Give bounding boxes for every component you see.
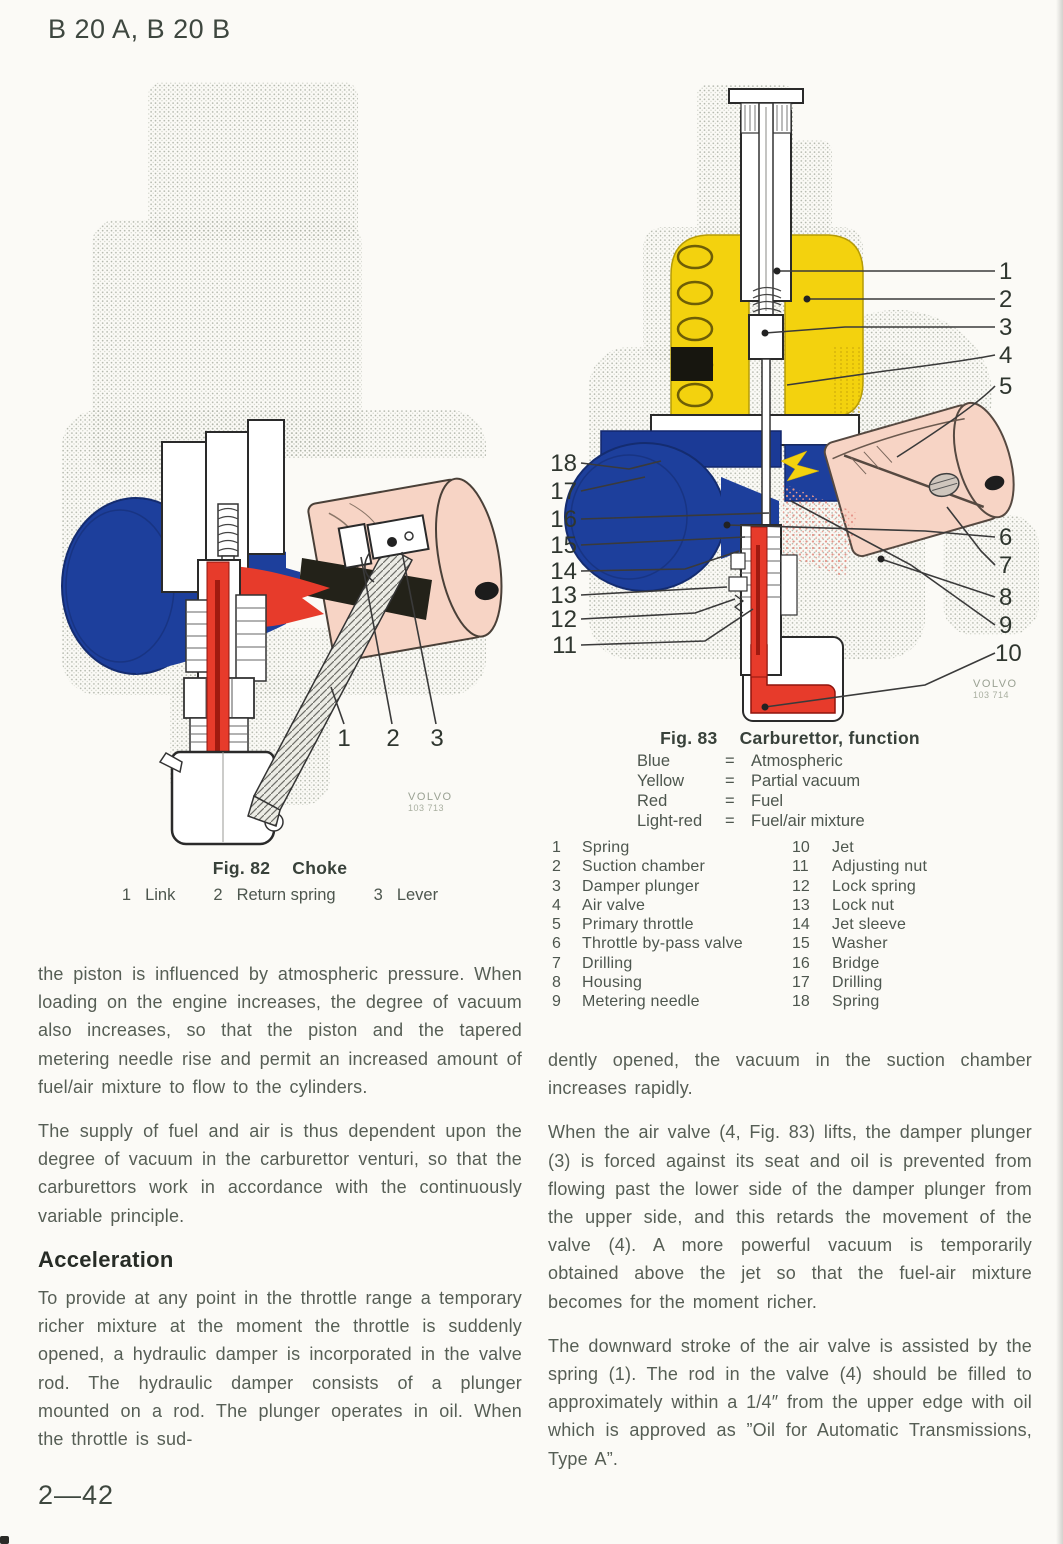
part-number: 5 — [552, 916, 561, 934]
part-label: Primary throttle — [582, 916, 694, 934]
fig83-caption-title: Carburettor, function — [739, 728, 920, 748]
fig83-callout-1: 1 — [999, 258, 1013, 285]
fig82-legend-item — [213, 886, 335, 905]
parts-column-right — [792, 838, 1030, 1012]
legend-label: Lever — [396, 886, 439, 904]
legend-label: Link — [145, 886, 176, 904]
fig82-caption-title: Choke — [292, 858, 348, 878]
fig83-callout-7: 7 — [999, 552, 1013, 579]
part-number: 12 — [792, 877, 810, 895]
part-number: 17 — [792, 974, 810, 992]
part-row — [552, 934, 792, 953]
fig83-parts-list — [552, 838, 1030, 1012]
fig82-legend-item — [374, 886, 438, 905]
fig82-legend — [40, 886, 520, 905]
fig83-callout-18: 18 — [550, 450, 577, 477]
equals-sign: = — [725, 752, 735, 770]
part-row — [792, 915, 1030, 934]
part-label: Lock nut — [832, 896, 895, 914]
paragraph: The supply of fuel and air is thus dependent upon the degree of vacuum in the carburettor venturi, so that the carburettors work in accordance with the continuously variable principle. — [38, 1121, 522, 1226]
part-number: 2 — [552, 858, 561, 876]
fig83-color-legend — [637, 751, 865, 831]
part-label: Damper plunger — [582, 877, 700, 895]
part-row — [552, 896, 792, 915]
equals-sign: = — [725, 792, 735, 810]
part-row — [792, 973, 1030, 992]
part-number: 16 — [792, 954, 810, 972]
part-number: 15 — [792, 935, 810, 953]
fig82-credit-number: 103 713 — [408, 803, 445, 813]
paragraph: The downward stroke of the air valve is assisted by the spring (1). The rod in the valve (4) should be filled to approximately within a 1/4″ from the upper edge with oil which is approved as ”Oil for Automatic Transmissions, Type A”. — [548, 1335, 1032, 1469]
fig82-callout-3: 3 — [430, 725, 444, 752]
fig83-callout-14: 14 — [550, 558, 577, 585]
part-row — [792, 877, 1030, 896]
legend-number: 2 — [213, 886, 223, 904]
fig83-damper-plunger — [749, 315, 783, 359]
part-row — [552, 838, 792, 857]
part-row — [792, 857, 1030, 876]
fig83-callout-15: 15 — [550, 532, 577, 559]
part-number: 14 — [792, 916, 810, 934]
paragraph: When the air valve (4, Fig. 83) lifts, the damper plunger (3) is forced against its seat and oil is prevented from flowing past the lower side of the damper plunger from the upper side, and this retards the movement of the valve (4). A more powerful vacuum is temporarily obtained above the jet so that the fuel-air mixture becomes for the moment richer. — [548, 1122, 1032, 1312]
part-label: Air valve — [582, 896, 646, 914]
part-row — [792, 838, 1030, 857]
part-row — [552, 857, 792, 876]
part-number: 8 — [552, 974, 561, 992]
part-row — [552, 915, 792, 934]
fig83-credit-number: 103 714 — [973, 690, 1010, 700]
fig83-caption-label: Fig. 83 — [660, 728, 718, 748]
color-name: Light-red — [637, 812, 703, 830]
fig83-callout-2: 2 — [999, 286, 1013, 313]
section-heading-acceleration: Acceleration — [38, 1246, 174, 1272]
left-text-column — [38, 960, 522, 1469]
part-number: 1 — [552, 839, 561, 856]
fig83-callouts-left — [550, 450, 577, 659]
paragraph: To provide at any point in the throttle range a temporary richer mixture at the moment the throttle is suddenly opened, a hydraulic damper is incorporated in the valve rod. The hydraulic damper consists of a plunger mounted on a rod. The plunger operates in oil. When the throttle is sud- — [38, 1288, 522, 1450]
fig83-caption — [550, 728, 1030, 749]
fig83-callout-11: 11 — [552, 632, 577, 659]
fig82-callout-2: 2 — [386, 725, 400, 752]
part-label: Drilling — [582, 954, 633, 972]
part-row — [792, 934, 1030, 953]
part-row — [552, 973, 792, 992]
part-label: Jet sleeve — [832, 916, 907, 934]
right-text-column — [548, 1046, 1032, 1489]
color-meaning: Atmospheric — [751, 752, 843, 770]
fig83-callout-16: 16 — [550, 506, 577, 533]
part-row — [552, 954, 792, 973]
fig82-credit-brand: VOLVO — [408, 791, 453, 803]
fig83-carburettor-diagram — [545, 85, 1045, 733]
color-meaning: Fuel/air mixture — [751, 812, 865, 830]
part-row — [552, 877, 792, 896]
fig82-callout-1: 1 — [337, 725, 351, 752]
paragraph: dently opened, the vacuum in the suction chamber increases rapidly. — [548, 1050, 1032, 1099]
part-row — [552, 992, 792, 1011]
part-number: 3 — [552, 877, 561, 895]
color-meaning: Partial vacuum — [751, 772, 861, 790]
legend-number: 3 — [373, 886, 383, 904]
part-label: Spring — [832, 993, 880, 1011]
legend-number: 1 — [121, 886, 132, 904]
part-label: Bridge — [832, 954, 880, 972]
color-name: Yellow — [637, 772, 685, 790]
fig83-callout-6: 6 — [999, 524, 1013, 551]
fig82-choke-diagram — [40, 80, 520, 852]
color-name: Blue — [637, 752, 671, 770]
fig82-caption — [40, 858, 520, 879]
part-label: Jet — [832, 839, 854, 856]
part-number: 4 — [552, 896, 561, 914]
fig83-callout-8: 8 — [999, 584, 1013, 611]
part-label: Lock spring — [832, 877, 917, 895]
part-number: 13 — [792, 896, 810, 914]
fig83-callout-10: 10 — [995, 640, 1022, 667]
part-number: 6 — [552, 935, 561, 953]
part-number: 7 — [552, 954, 561, 972]
paragraph: the piston is influenced by atmospheric pressure. When loading on the engine increases, the degree of vacuum also increases, so that the piston and the tapered metering needle rise and permit an increased amount of fuel/air mixture to flow to the cylinders. — [38, 964, 522, 1097]
part-label: Adjusting nut — [832, 858, 928, 876]
fig83-callout-17: 17 — [550, 478, 577, 505]
fig82-caption-label: Fig. 82 — [212, 858, 271, 878]
color-name: Red — [637, 792, 668, 810]
part-label: Throttle by-pass valve — [582, 935, 743, 953]
page-number: 2—42 — [38, 1480, 115, 1510]
part-number: 11 — [792, 858, 809, 876]
legend-label: Return spring — [236, 886, 336, 904]
equals-sign: = — [725, 812, 735, 830]
color-meaning: Fuel — [751, 792, 784, 810]
part-row — [792, 954, 1030, 973]
part-label: Housing — [582, 974, 643, 992]
fig82-legend-item — [122, 886, 175, 905]
fig83-callout-12: 12 — [550, 606, 577, 633]
fig83-callout-5: 5 — [999, 373, 1013, 400]
fig83-callout-4: 4 — [999, 342, 1013, 369]
part-number: 10 — [792, 839, 810, 856]
scan-speck — [0, 1536, 9, 1544]
fig83-callout-9: 9 — [999, 612, 1013, 639]
part-label: Drilling — [832, 974, 883, 992]
parts-column-left — [552, 838, 792, 1012]
part-row — [792, 896, 1030, 915]
fig82-callout-numbers — [337, 725, 443, 752]
part-row — [792, 992, 1030, 1011]
part-label: Suction chamber — [582, 858, 706, 876]
equals-sign: = — [725, 772, 735, 790]
page-title: B 20 A, B 20 B — [48, 14, 231, 44]
fig83-credit-brand: VOLVO — [973, 678, 1018, 690]
part-number: 18 — [792, 993, 810, 1011]
part-label: Washer — [832, 935, 888, 953]
part-label: Spring — [582, 839, 630, 856]
fig83-callout-3: 3 — [999, 314, 1013, 341]
part-number: 9 — [552, 993, 561, 1011]
fig83-callout-13: 13 — [550, 582, 577, 609]
scan-edge-shadow — [1056, 0, 1063, 1544]
part-label: Metering needle — [582, 993, 700, 1011]
